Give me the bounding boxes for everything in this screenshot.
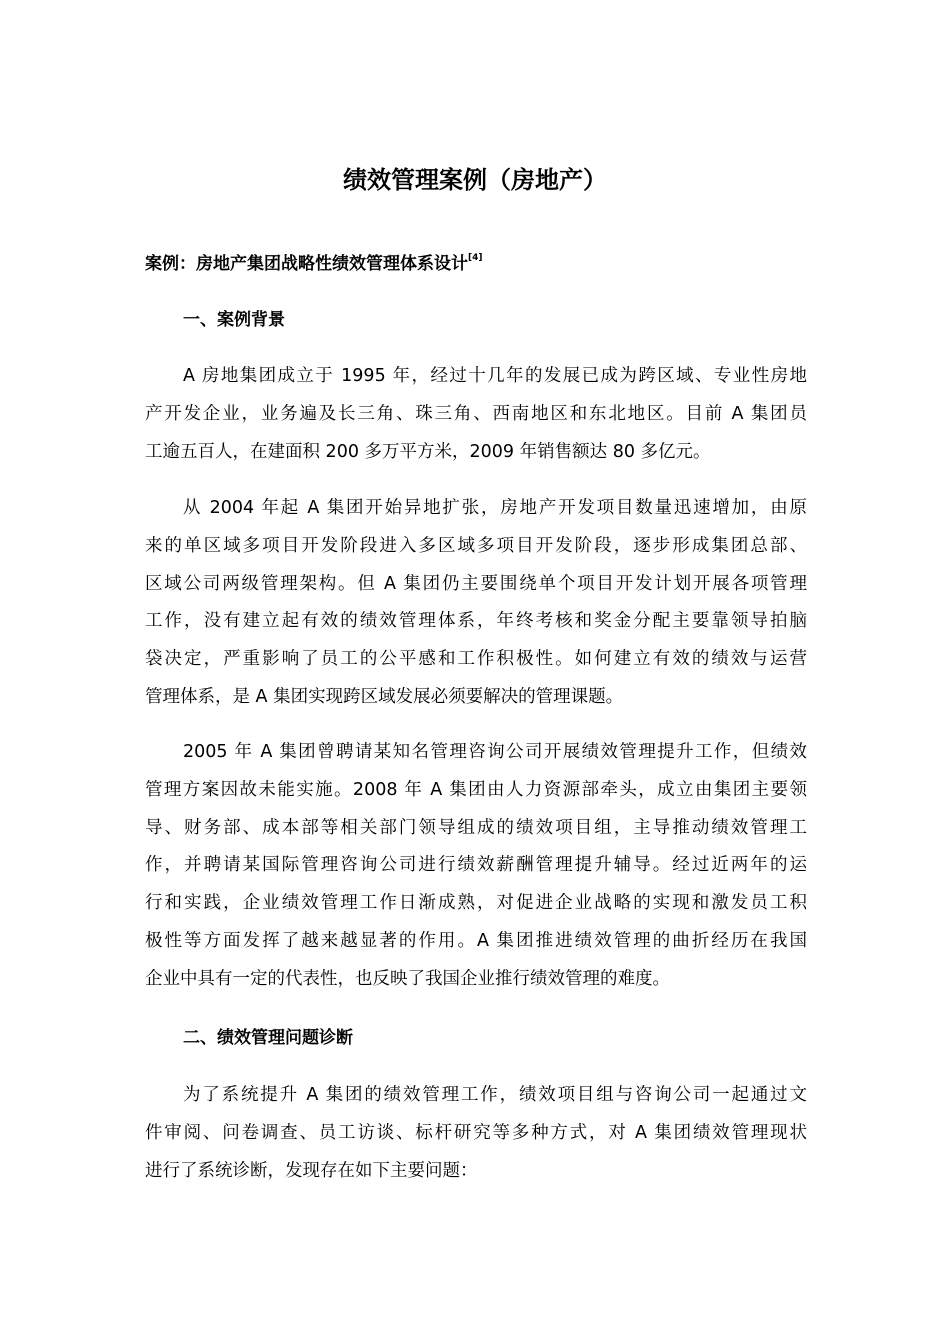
paragraph-line: 工逾五百人，在建面积 200 多万平方米，2009 年销售额达 80 多亿元。 [145,441,711,462]
paragraph-line: 2005 年 A 集团曾聘请某知名管理咨询公司开展绩效管理提升工作，但绩效 [183,742,807,762]
paragraph-line: 管理方案因故未能实施。2008 年 A 集团由人力资源部牵头，成立由集团主要领 [145,779,807,800]
paragraph-line: 区域公司两级管理架构。但 A 集团仍主要围绕单个项目开发计划开展各项管理 [145,573,807,594]
case-title-text: 案例：房地产集团战略性绩效管理体系设计 [145,254,468,274]
paragraph-line: 来的单区域多项目开发阶段进入多区域多项目开发阶段，逐步形成集团总部、 [145,535,807,556]
paragraph-expansion-problem [145,490,807,717]
case-title-reference: [4] [468,253,483,263]
paragraph-diagnosis-intro [145,1077,807,1190]
paragraph-line: 为了系统提升 A 集团的绩效管理工作，绩效项目组与咨询公司一起通过文 [183,1085,807,1105]
paragraph-line: 袋决定，严重影响了员工的公平感和工作积极性。如何建立有效的绩效与运营 [145,649,807,670]
paragraph-line: 极性等方面发挥了越来越显著的作用。A 集团推进绩效管理的曲折经历在我国 [145,930,807,951]
paragraph-line: 件审阅、问卷调查、员工访谈、标杆研究等多种方式，对 A 集团绩效管理现状 [145,1122,807,1143]
paragraph-consulting-history [145,734,807,999]
paragraph-line: 作，并聘请某国际管理咨询公司进行绩效薪酬管理提升辅导。经过近两年的运 [145,855,807,876]
document-title: 绩效管理案例（房地产） [343,166,607,194]
paragraph-line: 从 2004 年起 A 集团开始异地扩张，房地产开发项目数量迅速增加，由原 [183,498,807,518]
paragraph-line: 导、财务部、成本部等相关部门领导组成的绩效项目组，主导推动绩效管理工 [145,817,807,838]
paragraph-line: 行和实践，企业绩效管理工作日渐成熟，对促进企业战略的实现和激发员工积 [145,893,807,914]
case-title [145,243,483,279]
paragraph-line: A 房地集团成立于 1995 年，经过十几年的发展已成为跨区域、专业性房地 [183,366,807,386]
paragraph-company-overview [145,358,807,471]
section-heading-diagnosis: 二、绩效管理问题诊断 [183,1028,353,1048]
paragraph-line: 企业中具有一定的代表性，也反映了我国企业推行绩效管理的难度。 [145,968,670,989]
paragraph-line: 管理体系，是 A 集团实现跨区域发展必须要解决的管理课题。 [145,686,624,707]
paragraph-line: 进行了系统诊断，发现存在如下主要问题： [145,1160,478,1181]
paragraph-line: 产开发企业，业务遍及长三角、珠三角、西南地区和东北地区。目前 A 集团员 [145,403,807,424]
paragraph-line: 工作，没有建立起有效的绩效管理体系，年终考核和奖金分配主要靠领导拍脑 [145,611,807,632]
section-heading-background: 一、案例背景 [183,310,285,330]
